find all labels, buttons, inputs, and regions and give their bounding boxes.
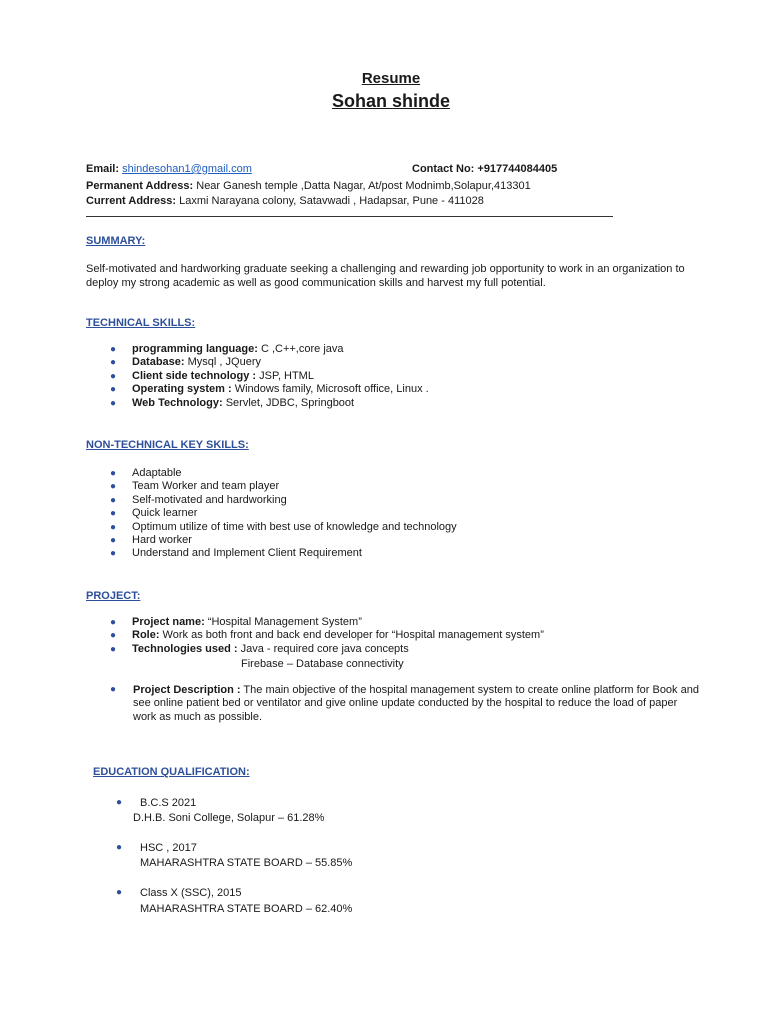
bullet-icon: ● xyxy=(116,887,123,898)
education-heading: EDUCATION QUALIFICATION: xyxy=(93,766,250,778)
education-degree: HSC , 2017 xyxy=(140,842,197,854)
list-item xyxy=(110,629,544,642)
list-item xyxy=(110,467,457,480)
bullet-icon: ● xyxy=(110,357,117,369)
contact-line xyxy=(412,162,557,176)
bullet-icon: ● xyxy=(110,630,117,642)
current-address-value: Laxmi Narayana colony, Satavwadi , Hadapsar, Pune - 411028 xyxy=(179,195,484,207)
skill-value: Servlet, JDBC, Springboot xyxy=(222,396,355,409)
bullet-icon: ● xyxy=(110,370,117,382)
bullet-icon: ● xyxy=(110,344,117,355)
resume-title: Resume xyxy=(361,70,421,87)
email-line xyxy=(86,162,252,176)
bullet-icon: ● xyxy=(110,617,117,628)
bullet-icon: ● xyxy=(116,797,123,808)
bullet-icon: ● xyxy=(110,481,117,493)
skill-label: Operating system : xyxy=(132,383,232,396)
project-description-label: Project Description : xyxy=(133,684,241,696)
skill-value: Windows family, Microsoft office, Linux . xyxy=(231,383,429,396)
skill-text: Adaptable xyxy=(132,467,182,479)
bullet-icon: ● xyxy=(110,384,117,396)
list-item xyxy=(110,494,457,507)
education-degree: Class X (SSC), 2015 xyxy=(140,887,242,899)
bullet-icon: ● xyxy=(110,535,117,547)
divider-line xyxy=(86,216,613,217)
skill-label: Database: xyxy=(132,356,185,369)
project-list xyxy=(110,616,544,656)
current-address-line xyxy=(86,194,484,208)
list-item xyxy=(110,356,429,369)
skill-text: Optimum utilize of time with best use of knowledge and technology xyxy=(132,520,457,533)
list-item xyxy=(110,521,457,534)
education-detail: D.H.B. Soni College, Solapur – 61.28% xyxy=(133,812,325,824)
list-item xyxy=(110,507,457,520)
education-detail: MAHARASHTRA STATE BOARD – 62.40% xyxy=(140,903,353,915)
list-item xyxy=(110,383,429,396)
bullet-icon: ● xyxy=(110,494,117,506)
non-technical-skills-heading: NON-TECHNICAL KEY SKILLS: xyxy=(86,439,249,451)
skill-text: Team Worker and team player xyxy=(132,480,280,493)
project-name-label: Project name: xyxy=(132,616,205,628)
list-item xyxy=(110,480,457,493)
list-item xyxy=(110,343,429,356)
permanent-address-label: Permanent Address: xyxy=(86,180,194,192)
skill-value: Mysql , JQuery xyxy=(184,356,261,369)
contact-number: +917744084405 xyxy=(477,163,558,175)
technical-skills-list xyxy=(110,343,429,410)
summary-text: Self-motivated and hardworking graduate seeking a challenging and rewarding job opportunity to work in an organization to deploy my strong academic as well as good communication skills and harvest my full potential. xyxy=(86,263,685,289)
list-item xyxy=(110,397,429,410)
bullet-icon: ● xyxy=(110,643,117,655)
project-tech-value-second: Firebase – Database connectivity xyxy=(241,658,404,670)
bullet-icon: ● xyxy=(110,508,117,520)
project-description-value: The main objective of the hospital management system to create online platform for Book and see online patient bed or ventilator and give online update conducted by the hospital to reduce the load of paper work as much as possible. xyxy=(133,684,699,723)
non-technical-skills-list xyxy=(110,467,457,561)
contact-label: Contact No: xyxy=(412,163,475,175)
bullet-icon: ● xyxy=(110,684,117,695)
bullet-icon: ● xyxy=(110,397,117,409)
education-detail: MAHARASHTRA STATE BOARD – 55.85% xyxy=(140,857,353,869)
summary-heading: SUMMARY: xyxy=(86,235,146,247)
list-item xyxy=(110,534,457,547)
skill-text: Self-motivated and hardworking xyxy=(132,493,287,506)
bullet-icon: ● xyxy=(110,548,117,560)
project-tech-label: Technologies used : xyxy=(132,642,238,655)
current-address-label: Current Address: xyxy=(86,195,177,207)
project-role-label: Role: xyxy=(132,629,160,642)
candidate-name: Sohan shinde xyxy=(331,91,450,111)
skill-text: Quick learner xyxy=(132,507,198,520)
permanent-address-line xyxy=(86,179,531,193)
skill-label: Web Technology: xyxy=(132,396,223,409)
email-link[interactable]: shindesohan1@gmail.com xyxy=(122,163,252,175)
bullet-icon: ● xyxy=(116,842,123,853)
skill-label: programming language: xyxy=(132,343,258,355)
project-role-value: Work as both front and back end developer for “Hospital management system” xyxy=(159,629,544,642)
project-tech-value: Java - required core java concepts xyxy=(237,642,409,655)
skill-value: JSP, HTML xyxy=(256,369,314,382)
project-description xyxy=(133,684,703,724)
technical-skills-heading: TECHNICAL SKILLS: xyxy=(86,317,196,329)
email-label: Email: xyxy=(86,163,120,175)
permanent-address-value: Near Ganesh temple ,Datta Nagar, At/post Modnimb,Solapur,413301 xyxy=(196,180,531,192)
education-degree: B.C.S 2021 xyxy=(140,797,197,809)
project-heading: PROJECT: xyxy=(86,590,141,602)
skill-text: Hard worker xyxy=(132,534,192,547)
list-item xyxy=(110,643,544,656)
list-item xyxy=(110,547,457,560)
bullet-icon: ● xyxy=(110,521,117,533)
bullet-icon: ● xyxy=(110,468,117,479)
list-item xyxy=(110,616,544,629)
skill-text: Understand and Implement Client Requirement xyxy=(132,547,362,560)
skill-value: C ,C++,core java xyxy=(257,343,344,355)
skill-label: Client side technology : xyxy=(132,369,257,382)
project-name-value: “Hospital Management System” xyxy=(204,616,362,628)
list-item xyxy=(110,370,429,383)
